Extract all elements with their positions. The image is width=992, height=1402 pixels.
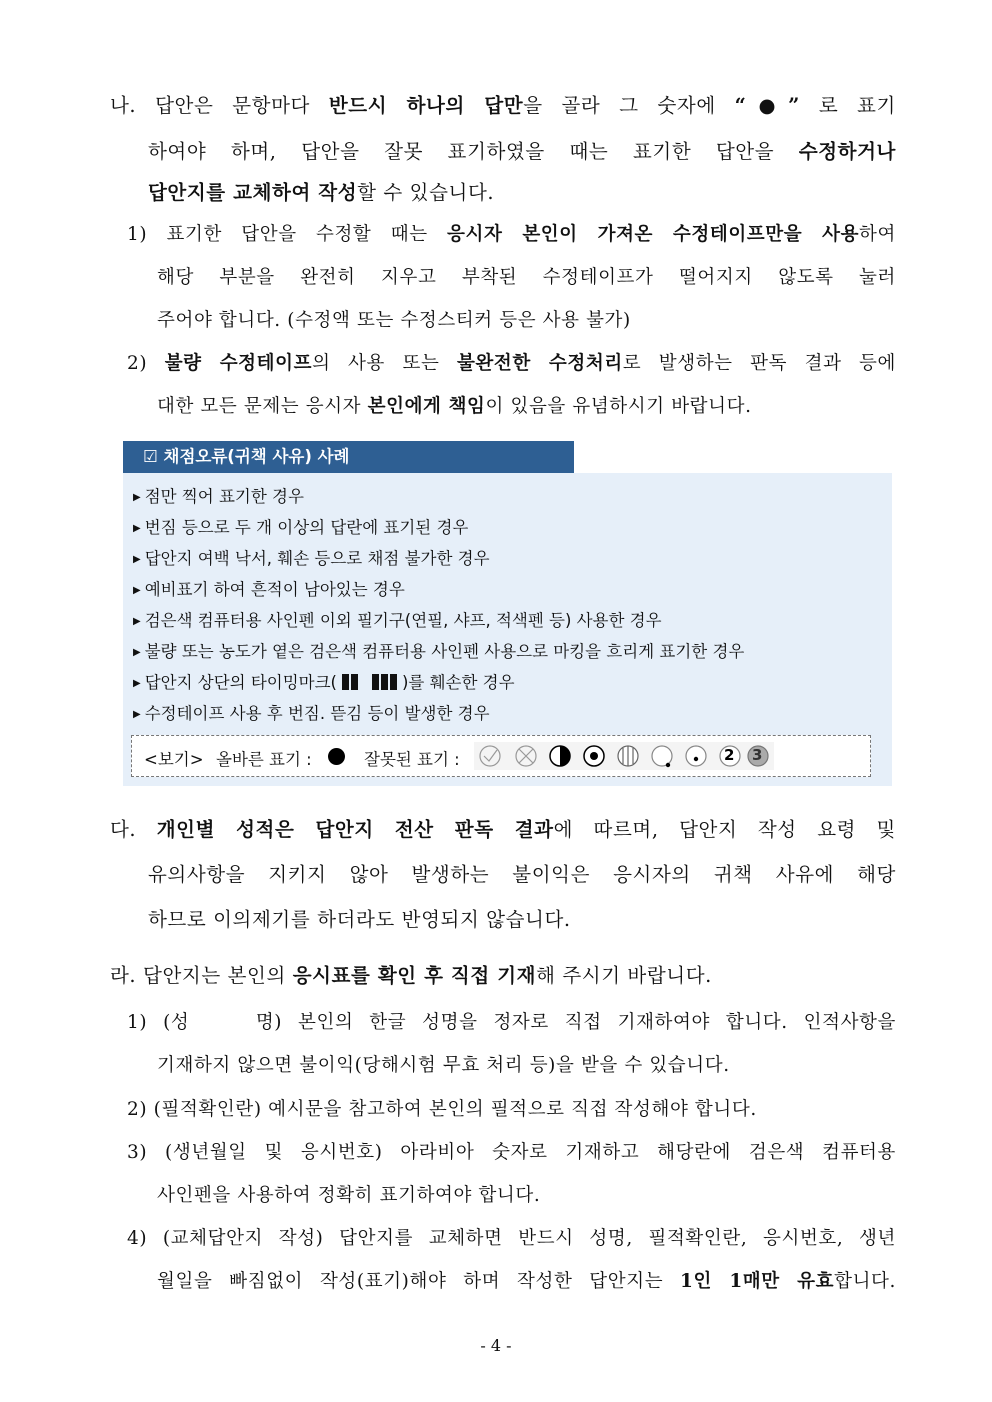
text: 에 따르며, 답안지 작성 요령 및 xyxy=(553,818,896,841)
text: 주어야 합니다. (수정액 또는 수정스티커 등은 사용 불가) xyxy=(157,310,631,331)
text: 유의사항을 지키지 않아 발생하는 불이익은 응시자의 귀책 사유에 해당 xyxy=(148,863,896,886)
text-bold: 불량 수정테이프 xyxy=(164,353,313,374)
text-bold: 1인 1매만 유효 xyxy=(680,1271,835,1292)
section-da-line-3 xyxy=(148,904,571,932)
text: 1) (성 명) 본인의 한글 성명을 정자로 직접 기재하여야 합니다. 인적사항을 xyxy=(127,1012,896,1033)
section-ra-line-1 xyxy=(110,960,712,988)
section-ra-sub1-line-1 xyxy=(127,1008,896,1034)
timing-mark-icon xyxy=(341,673,398,692)
list-item-text: )를 훼손한 경우 xyxy=(401,673,515,692)
list-item xyxy=(133,669,515,693)
triangle-bullet-icon: ▶ xyxy=(133,554,141,565)
section-ra-sub3-line-2 xyxy=(157,1181,540,1207)
section-na-line-3 xyxy=(148,177,494,205)
text: 3) (생년월일 및 응시번호) 아라비아 숫자로 기재하고 해당란에 검은색 컴퓨터용 xyxy=(127,1142,896,1163)
text: 할 수 있습니다. xyxy=(357,181,495,204)
text: 4) (교체답안지 작성) 답안지를 교체하면 반드시 성명, 필적확인란, 응시번호, 생년 xyxy=(127,1228,896,1249)
text: 이 있음을 유념하시기 바랍니다. xyxy=(485,396,752,417)
text-bold: 수정하거나 xyxy=(798,140,896,163)
marking-example xyxy=(131,735,871,777)
text: 나. 답안은 문항마다 xyxy=(110,94,329,117)
section-ra-sub1-line-2 xyxy=(157,1051,730,1077)
section-na-sub2-line-2 xyxy=(157,392,752,418)
text: 2) (필적확인란) 예시문을 참고하여 본인의 필적으로 직접 작성해야 합니다. xyxy=(127,1099,757,1120)
bullet-mark: “●” xyxy=(734,94,800,117)
triangle-bullet-icon: ▶ xyxy=(133,709,141,720)
section-na-sub1-line-1 xyxy=(127,220,896,246)
text-bold: 응시표를 확인 후 직접 기재 xyxy=(292,964,537,987)
text-bold: 응시자 본인이 가져온 수정테이프만을 사용 xyxy=(447,224,860,245)
list-item-text: 답안지 여백 낙서, 훼손 등으로 채점 불가한 경우 xyxy=(144,549,490,568)
text: 1) 표기한 답안을 수정할 때는 xyxy=(127,224,448,245)
list-item-text: 번짐 등으로 두 개 이상의 답란에 표기된 경우 xyxy=(144,518,469,537)
list-item xyxy=(133,638,744,662)
text: 을 골라 그 숫자에 xyxy=(523,94,735,117)
text-bold: 반드시 하나의 답만 xyxy=(328,94,524,117)
wrong-digit-3: 3 xyxy=(752,746,763,764)
text-bold: 본인에게 책임 xyxy=(367,396,486,417)
list-item xyxy=(133,545,490,569)
list-item-text: 불량 또는 농도가 옅은 검은색 컴퓨터용 사인펜 사용으로 마킹을 흐리게 표기한 경우 xyxy=(144,642,745,661)
section-na-sub1-line-3 xyxy=(157,306,631,332)
section-ra-sub3-line-1 xyxy=(127,1138,896,1164)
list-item xyxy=(133,483,304,507)
text: 기재하지 않으면 불이익(당해시험 무효 처리 등)을 받을 수 있습니다. xyxy=(157,1055,730,1076)
text: 다. xyxy=(110,818,157,841)
list-item-text: 예비표기 하여 흔적이 남아있는 경우 xyxy=(144,580,405,599)
section-na-sub2-line-1 xyxy=(127,349,896,375)
text: 대한 모든 문제는 응시자 xyxy=(157,396,368,417)
text: 로 발생하는 판독 결과 등에 xyxy=(622,353,897,374)
list-item xyxy=(133,700,490,724)
wrong-digit-2: 2 xyxy=(724,746,735,764)
text: 하므로 이의제기를 하더라도 반영되지 않습니다. xyxy=(148,908,571,931)
triangle-bullet-icon: ▶ xyxy=(133,523,141,534)
text: 합니다. xyxy=(834,1271,896,1292)
list-item-text: 검은색 컴퓨터용 사인펜 이외 필기구(연필, 샤프, 적색펜 등) 사용한 경우 xyxy=(144,611,662,630)
text: 2) xyxy=(127,353,165,374)
triangle-bullet-icon: ▶ xyxy=(133,678,141,689)
list-item-text: 답안지 상단의 타이밍마크( xyxy=(144,673,337,692)
list-item-text: 점만 찍어 표기한 경우 xyxy=(144,487,304,506)
text: 해 주시기 바랍니다. xyxy=(536,964,712,987)
list-item xyxy=(133,514,468,538)
errors-box-title: ☑ 채점오류(귀책 사유) 사례 xyxy=(123,441,574,473)
text: 사인펜을 사용하여 정확히 표기하여야 합니다. xyxy=(157,1185,541,1206)
text-bold: 개인별 성적은 답안지 전산 판독 결과 xyxy=(156,818,554,841)
text-bold: 불완전한 수정처리 xyxy=(456,353,623,374)
text: 월일을 빠짐없이 작성(표기)해야 하며 작성한 답안지는 xyxy=(157,1271,680,1292)
triangle-bullet-icon: ▶ xyxy=(133,585,141,596)
list-item xyxy=(133,576,405,600)
list-item-text: 수정테이프 사용 후 번짐. 뜯김 등이 발생한 경우 xyxy=(144,704,490,723)
correct-mark-icon xyxy=(328,748,345,765)
section-da-line-1 xyxy=(110,814,896,842)
text: 하여 xyxy=(859,224,896,245)
text: 라. 답안지는 본인의 xyxy=(110,964,293,987)
section-ra-sub2-line-1 xyxy=(127,1095,757,1121)
correct-label: 올바른 표기 : xyxy=(216,750,312,769)
section-na-line-2 xyxy=(148,136,896,164)
example-label: <보기> xyxy=(144,750,204,769)
section-ra-sub4-line-1 xyxy=(127,1224,896,1250)
list-item xyxy=(133,607,662,631)
section-na-line-1 xyxy=(110,90,896,118)
text: 의 사용 또는 xyxy=(312,353,457,374)
wrong-label: 잘못된 표기 : xyxy=(364,750,460,769)
triangle-bullet-icon: ▶ xyxy=(133,616,141,627)
triangle-bullet-icon: ▶ xyxy=(133,492,141,503)
text: 로 표기 xyxy=(799,94,896,117)
section-da-line-2 xyxy=(148,859,896,887)
page-number: - 4 - xyxy=(480,1336,512,1355)
triangle-bullet-icon: ▶ xyxy=(133,647,141,658)
text-bold: 답안지를 교체하여 작성 xyxy=(148,181,358,204)
text: 해당 부분을 완전히 지우고 부착된 수정테이프가 떨어지지 않도록 눌러 xyxy=(157,267,896,288)
section-na-sub1-line-2 xyxy=(157,263,896,289)
text: 하여야 하며, 답안을 잘못 표기하였을 때는 표기한 답안을 xyxy=(148,140,799,163)
section-ra-sub4-line-2 xyxy=(157,1267,896,1293)
